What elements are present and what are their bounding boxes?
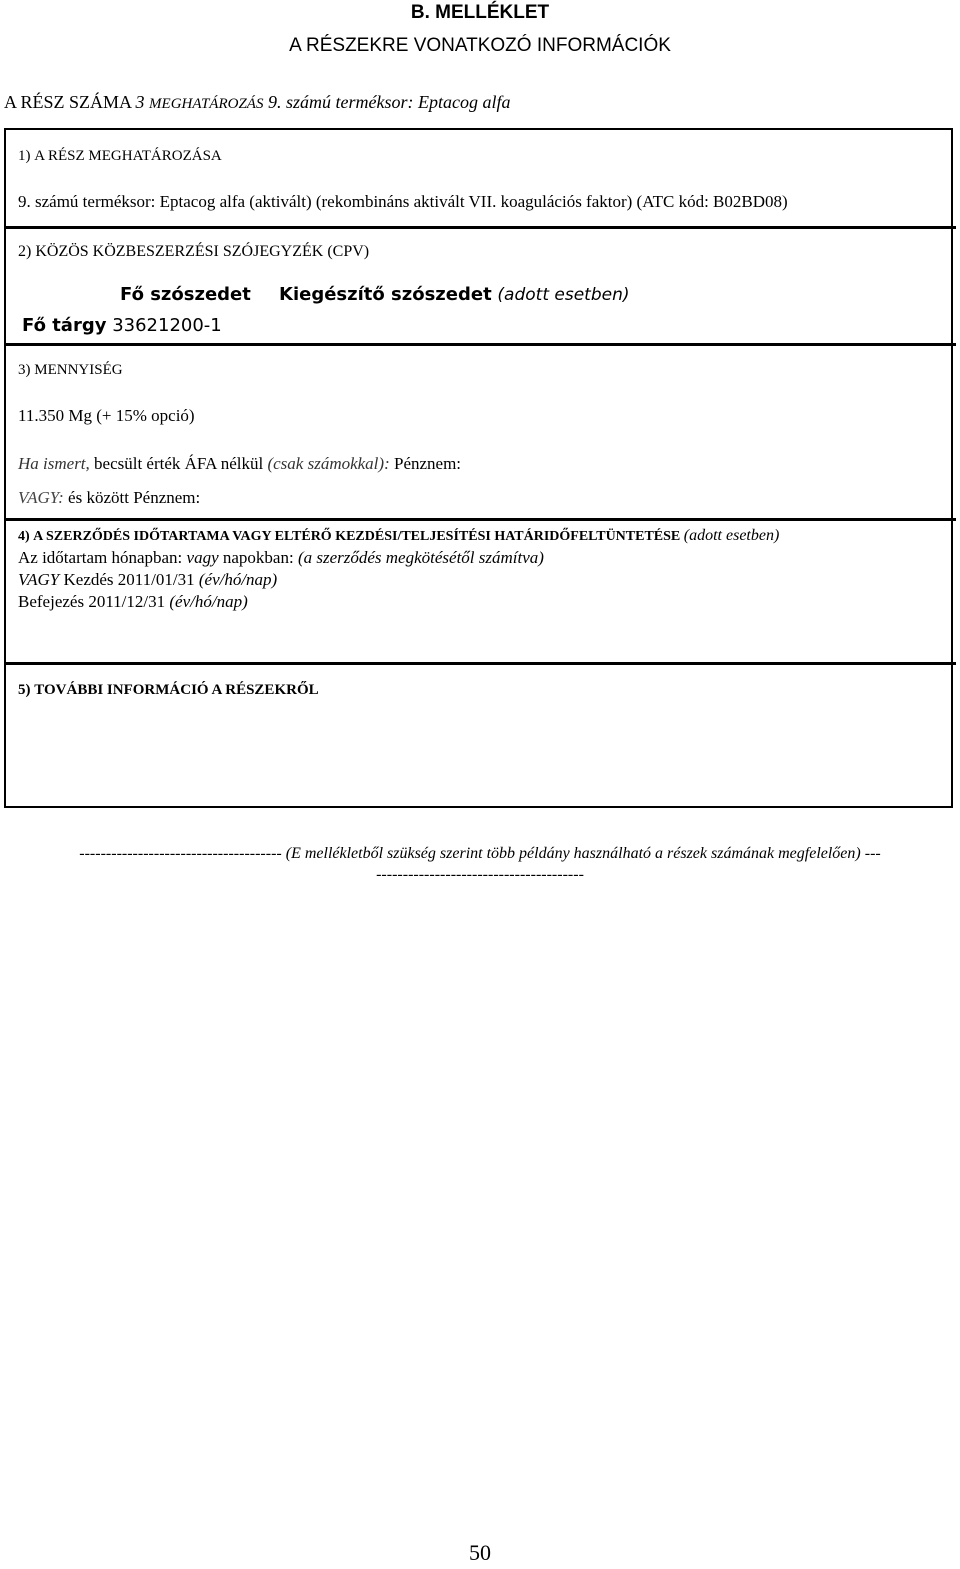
page-number: 50 <box>469 1540 491 1565</box>
section-1-text: 9. számú terméksor: Eptacog alfa (aktivált) (rekombináns aktivált VII. koagulációs faktor) (ATC kód: B02BD08) <box>18 192 788 211</box>
divider <box>4 226 956 229</box>
section-4-heading: 4) A SZERZŐDÉS IDŐTARTAMA VAGY ELTÉRŐ KEZDÉSI/TELJESÍTÉSI HATÁRIDŐFELTÜNTETÉSE (adott esetben) <box>18 527 780 544</box>
part-value: 9. számú terméksor: Eptacog alfa <box>267 92 511 112</box>
cpv-row-value: 33621200-1 <box>112 315 222 336</box>
cpv-col-supp: Kiegészítő szószedet (adott esetben) <box>279 284 630 305</box>
divider <box>4 343 956 346</box>
footer-dashes: --------------------------------------- <box>376 866 584 883</box>
estimated-value-line: Ha ismert, becsült érték ÁFA nélkül (csak számokkal): Pénznem: <box>18 454 462 473</box>
footer-note: -------------------------------------- (E mellékletből szükség szerint több példány használható a részek számának megfelelően) --- <box>79 845 881 862</box>
cpv-col-main: Fő szószedet <box>120 284 251 305</box>
section-3-heading: 3) MENNYISÉG <box>18 362 123 378</box>
range-value-line: VAGY: és között Pénznem: <box>18 488 201 507</box>
divider <box>4 662 956 665</box>
section-2-heading: 2) KÖZÖS KÖZBESZERZÉSI SZÓJEGYZÉK (CPV) <box>18 243 370 260</box>
start-date-line: VAGY Kezdés 2011/01/31 (év/hó/nap) <box>18 570 278 589</box>
cpv-main-row <box>22 315 222 336</box>
section-5-heading: 5) TOVÁBBI INFORMÁCIÓ A RÉSZEKRŐL <box>18 682 319 698</box>
section-1-heading: 1) A RÉSZ MEGHATÁROZÁSA <box>18 148 222 164</box>
part-line <box>4 92 510 113</box>
cpv-row-label: Fő tárgy <box>22 315 107 336</box>
annex-subtitle: A RÉSZEKRE VONATKOZÓ INFORMÁCIÓK <box>289 35 671 56</box>
part-label: MEGHATÁROZÁS <box>149 96 264 112</box>
quantity-value: 11.350 Mg (+ 15% opció) <box>18 406 195 425</box>
part-number: 3 <box>135 92 145 112</box>
duration-line: Az időtartam hónapban: vagy napokban: (a szerződés megkötésétől számítva) <box>18 548 544 567</box>
end-date-line: Befejezés 2011/12/31 (év/hó/nap) <box>18 592 248 611</box>
part-prefix: A RÉSZ SZÁMA <box>4 92 132 112</box>
divider <box>4 518 956 521</box>
annex-title: B. MELLÉKLET <box>410 2 550 23</box>
